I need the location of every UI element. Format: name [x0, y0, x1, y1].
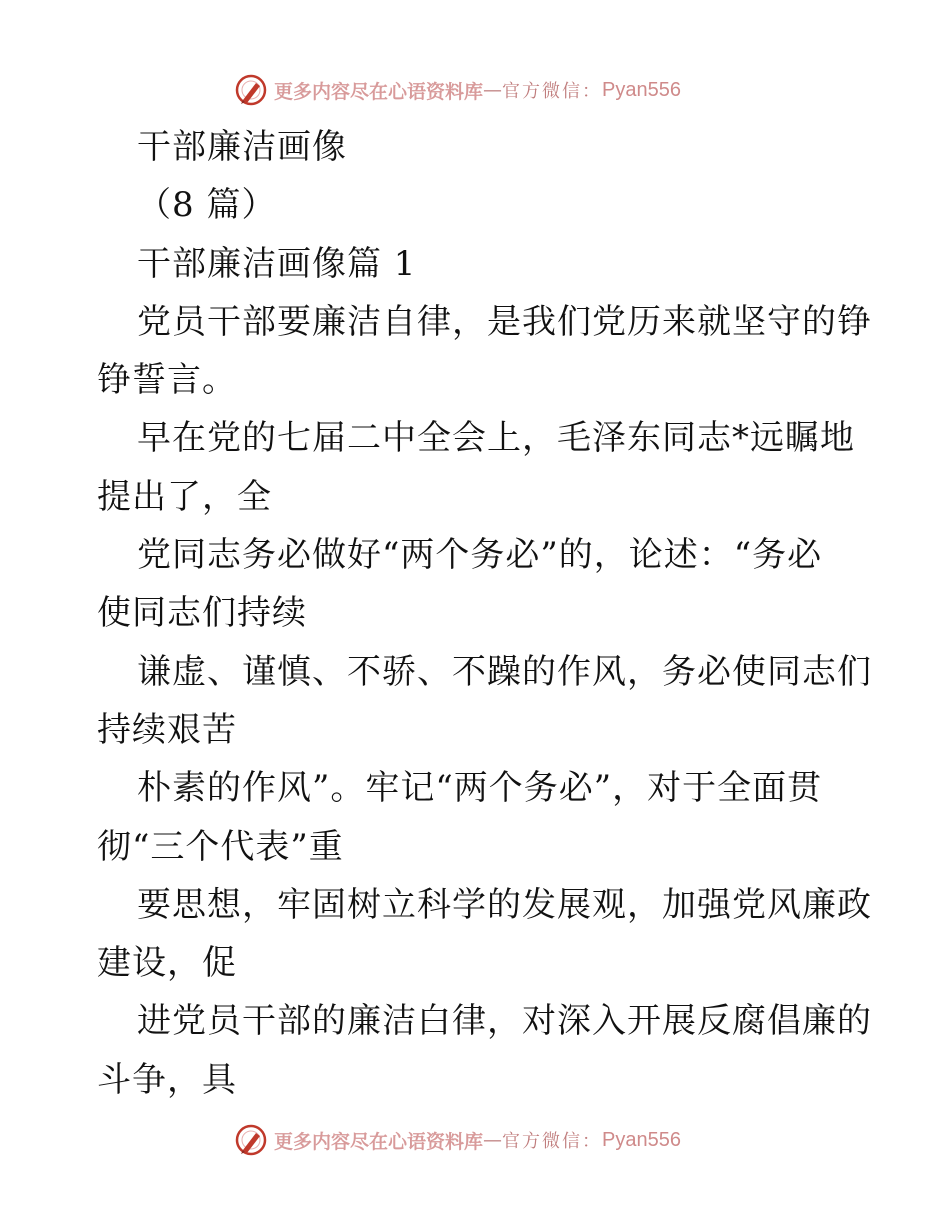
text-line: 持续艰苦	[97, 709, 237, 750]
banner-wechat-handle: Pyan556	[602, 78, 681, 101]
banner-separator: —	[483, 1129, 503, 1151]
banner-separator: —	[483, 79, 503, 101]
banner-official-label: 官方微信：	[502, 1131, 603, 1152]
doc-title: 干部廉洁画像	[137, 127, 347, 167]
section-heading: 干部廉洁画像篇 1	[137, 243, 417, 284]
text-line: 使同志们持续	[97, 593, 307, 634]
doc-subtitle: （8 篇）	[137, 185, 277, 226]
banner-text: 更多内容尽在心语资料库	[274, 1130, 484, 1153]
header-banner	[234, 70, 681, 110]
text-line: 要思想，牢固树立科学的发展观，加强党风廉政	[137, 884, 872, 925]
footer-banner	[234, 1120, 681, 1160]
banner-wechat-handle: Pyan556	[602, 1128, 681, 1151]
text-line: 早在党的七届二中全会上，毛泽东同志*远瞩地	[137, 418, 855, 459]
banner-official-label: 官方微信：	[502, 81, 603, 102]
text-line: 提出了，全	[97, 476, 272, 517]
text-line: 朴素的作风”。牢记“两个务必”，对于全面贯	[137, 768, 823, 809]
text-line: 斗争，具	[97, 1059, 237, 1100]
pen-logo-icon	[234, 1123, 268, 1157]
text-line: 谦虚、谨慎、不骄、不躁的作风，务必使同志们	[137, 651, 872, 692]
text-line: 党员干部要廉洁自律，是我们党历来就坚守的铮	[137, 301, 872, 342]
text-line: 党同志务必做好“两个务必”的，论述：“务必	[137, 535, 823, 576]
text-line: 铮誓言。	[97, 360, 237, 401]
text-line: 建设，促	[97, 943, 237, 984]
pen-logo-icon	[234, 73, 268, 107]
document-body	[97, 118, 872, 1109]
text-line: 彻“三个代表”重	[97, 826, 344, 867]
text-line: 进党员干部的廉洁白律，对深入开展反腐倡廉的	[137, 1001, 872, 1042]
banner-text: 更多内容尽在心语资料库	[274, 80, 484, 103]
